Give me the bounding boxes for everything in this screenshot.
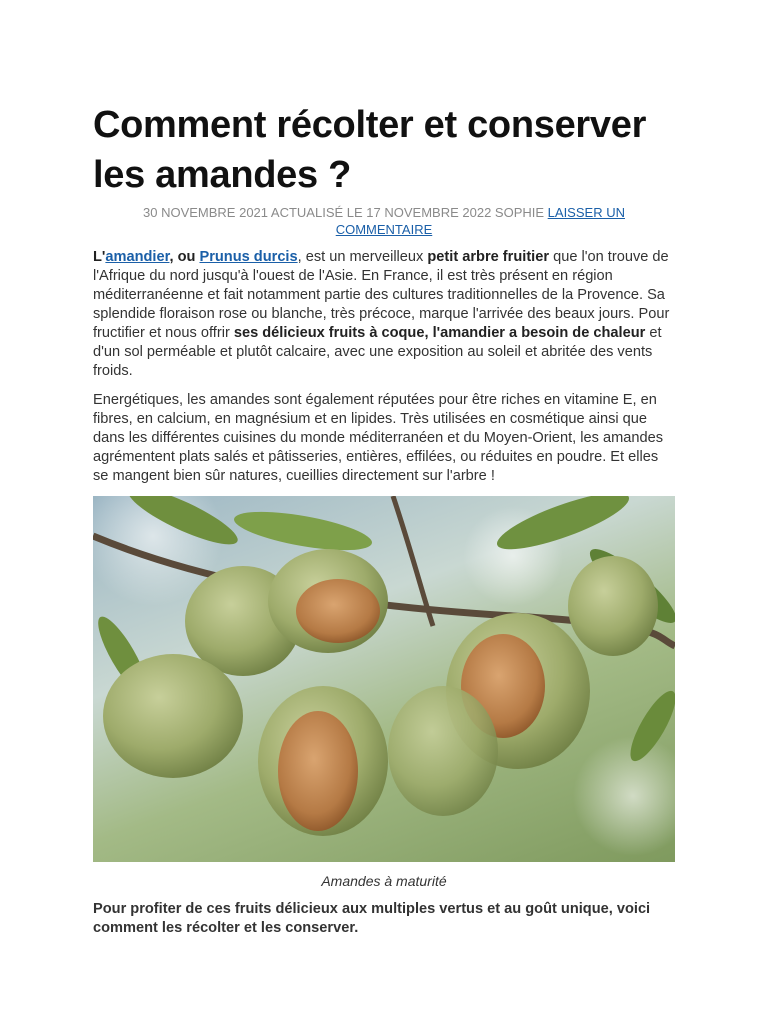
text-l: L' (93, 249, 106, 265)
closing-paragraph: Pour profiter de ces fruits délicieux aux multiples vertus et au goût unique, voici comment les récolter et les conserver. (93, 901, 651, 936)
almond-illustration (93, 496, 675, 862)
leave-comment-link[interactable]: LAISSER UN COMMENTAIRE (335, 205, 625, 237)
updated-date: ACTUALISÉ LE 17 NOVEMBRE 2022 (270, 205, 492, 220)
text-3: et d'un sol perméable et plutôt calcaire, avec une exposition au soleil et abritée des vents froids. (93, 325, 662, 379)
article-meta (93, 204, 675, 238)
nutrition-paragraph: Energétiques, les amandes sont également réputées pour être riches en vitamine E, en fibres, en calcium, en magnésium et en lipides. Très utilisées en cosmétique ainsi que dans les différentes cuisines du monde méditerranéen et du Moyen-Orient, les amandes agrémentent plats salés et pâtisseries, entières, effilées, ou réduites en poudre. Et elles se mangent bien sûr natures, cueillies directement sur l'arbre ! (93, 392, 664, 484)
figure-caption: Amandes à maturité (321, 873, 447, 889)
amandier-link[interactable]: amandier (105, 249, 170, 265)
text-1: , est un merveilleux (297, 249, 428, 265)
author-name: SOPHIE (494, 205, 545, 220)
bold-1: petit arbre fruitier (427, 249, 550, 265)
article (93, 100, 675, 938)
intro-paragraph (93, 248, 675, 381)
prunus-durcis-link[interactable]: Prunus durcis (199, 249, 298, 265)
text-ou: , ou (169, 249, 200, 265)
article-title: Comment récolter et conserver les amandes ? (93, 104, 647, 196)
text-2: que l'on trouve de l'Afrique du nord jusqu'à l'ouest de l'Asie. En France, il est très présent en région méditerranéenne et fait notamment partie des cultures traditionnelles de la Provence. Sa splendide floraison rose ou blanche, très précoce, marque l'arrivée des beaux jours. Pour fructifier et nous offrir (93, 249, 670, 341)
almonds-photo (93, 496, 675, 862)
publish-date: 30 NOVEMBRE 2021 (143, 205, 269, 220)
bold-2: ses délicieux fruits à coque, l'amandier a besoin de chaleur (233, 325, 646, 341)
